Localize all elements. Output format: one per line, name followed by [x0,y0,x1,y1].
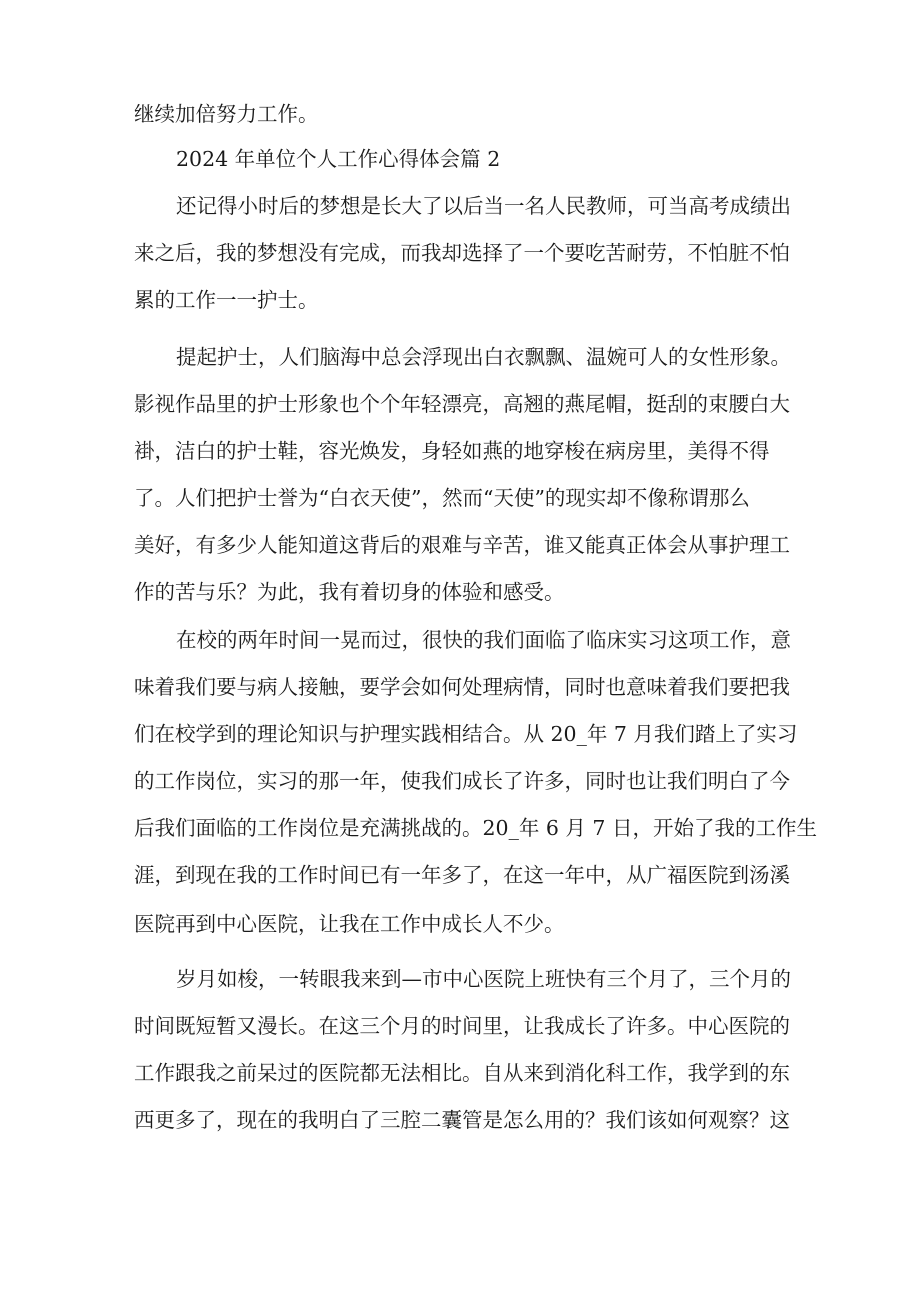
paragraph-line: 西更多了，现在的我明白了三腔二囊管是怎么用的？我们该如何观察？这 [134,1108,790,1132]
paragraph-line: 涯，到现在我的工作时间已有一年多了，在这一年中，从广福医院到汤溪 [134,863,790,887]
paragraph-line: 时间既短暂又漫长。在这三个月的时间里，让我成长了许多。中心医院的 [134,1014,790,1038]
paragraph-line: 累的工作一一护士。 [134,288,319,312]
paragraph-line: 美好，有多少人能知道这背后的艰难与辛苦，谁又能真正体会从事护理工 [134,533,790,557]
paragraph-line: 在校的两年时间一晃而过，很快的我们面临了临床实习这项工作，意 [176,628,791,652]
paragraph-line: 岁月如梭，一转眼我来到—市中心医院上班快有三个月了，三个月的 [176,967,791,991]
paragraph-line: 味着我们要与病人接触，要学会如何处理病情，同时也意味着我们要把我 [134,675,790,699]
paragraph-line: 来之后，我的梦想没有完成，而我却选择了一个要吃苦耐劳，不怕脏不怕 [134,241,790,265]
paragraph-line: 医院再到中心医院，让我在工作中成长人不少。 [134,912,565,936]
section-heading: 2024 年单位个人工作心得体会篇 2 [176,147,501,171]
paragraph-line: 的工作岗位，实习的那一年，使我们成长了许多，同时也让我们明白了今 [134,769,790,793]
paragraph-line: 们在校学到的理论知识与护理实践相结合。从 20_年 7 月我们踏上了实习 [134,722,798,746]
paragraph-line: 作的苦与乐？为此，我有着切身的体验和感受。 [134,580,565,604]
paragraph-line: 继续加倍努力工作。 [134,102,319,126]
paragraph-line: 褂，洁白的护士鞋，容光焕发，身轻如燕的地穿梭在病房里，美得不得 [134,439,770,463]
paragraph-line: 了。人们把护士誉为“白衣天使”，然而“天使”的现实却不像称谓那么 [134,486,750,510]
paragraph-line: 工作跟我之前呆过的医院都无法相比。自从来到消化科工作，我学到的东 [134,1061,790,1085]
paragraph-line: 影视作品里的护士形象也个个年轻漂亮，高翘的燕尾帽，挺刮的束腰白大 [134,392,790,416]
paragraph-line: 提起护士，人们脑海中总会浮现出白衣飘飘、温婉可人的女性形象。 [176,345,791,369]
paragraph-line: 后我们面临的工作岗位是充满挑战的。20_年 6 月 7 日，开始了我的工作生 [134,816,817,840]
paragraph-line: 还记得小时后的梦想是长大了以后当一名人民教师，可当高考成绩出 [176,194,791,218]
